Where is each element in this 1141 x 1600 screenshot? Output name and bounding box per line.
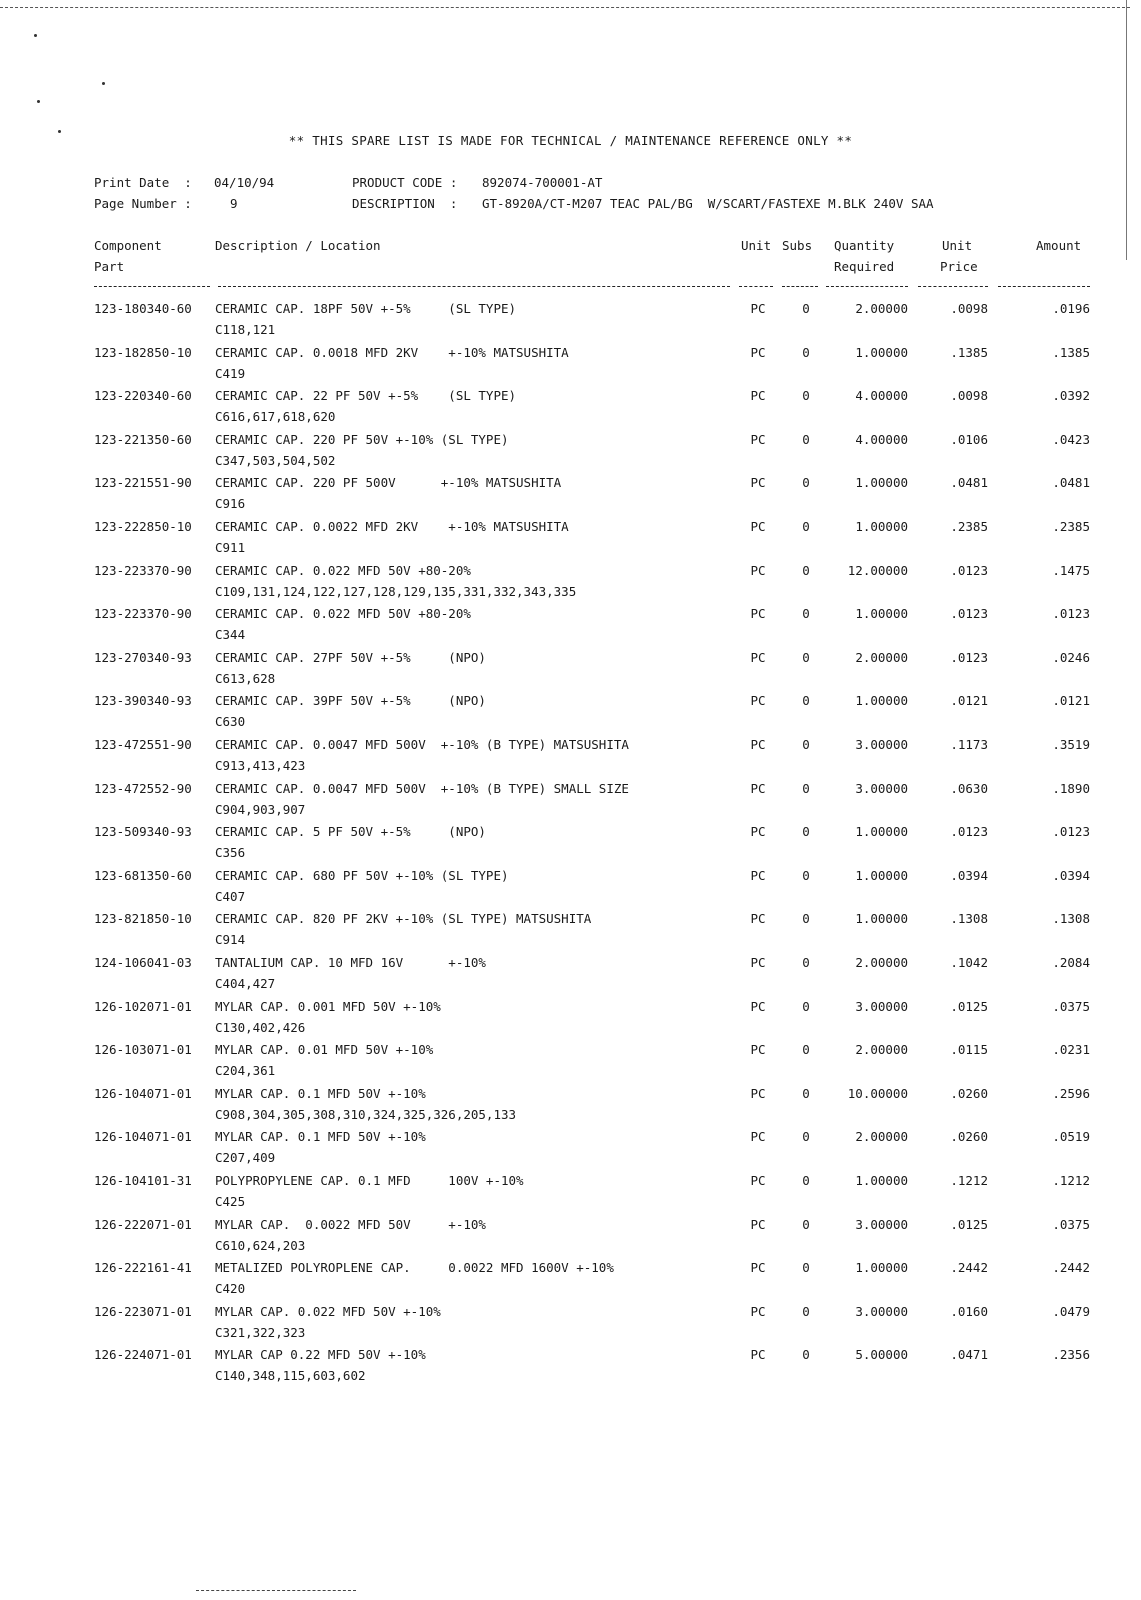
subs-cell: 0 bbox=[802, 1085, 810, 1101]
part-description: METALIZED POLYROPLENE CAP. 0.0022 MFD 1600V +-10% bbox=[215, 1260, 614, 1276]
unit-price-cell: .0394 bbox=[950, 867, 988, 883]
col-unit-price-top: Unit bbox=[942, 238, 973, 253]
part-description: MYLAR CAP. 0.001 MFD 50V +-10% bbox=[215, 998, 441, 1014]
subs-cell: 0 bbox=[802, 388, 810, 404]
part-description: CERAMIC CAP. 220 PF 50V +-10% (SL TYPE) bbox=[215, 431, 509, 447]
part-number: 123-821850-10 bbox=[94, 911, 192, 927]
unit-price-cell: .2442 bbox=[950, 1260, 988, 1276]
part-location: C344 bbox=[215, 627, 246, 643]
subs-cell: 0 bbox=[802, 824, 810, 840]
subs-cell: 0 bbox=[802, 1216, 810, 1232]
table-row bbox=[0, 1042, 1141, 1086]
amount-cell: .2084 bbox=[1052, 955, 1090, 970]
subs-cell: 0 bbox=[802, 475, 810, 491]
part-description: MYLAR CAP. 0.0022 MFD 50V +-10% bbox=[215, 1216, 486, 1232]
part-location: C130,402,426 bbox=[215, 1019, 306, 1035]
scan-border-top bbox=[0, 7, 1130, 8]
amount-cell: .0375 bbox=[1052, 998, 1090, 1014]
subs-cell: 0 bbox=[802, 344, 810, 360]
amount-cell: .2356 bbox=[1052, 1347, 1090, 1363]
part-description: CERAMIC CAP. 39PF 50V +-5% (NPO) bbox=[215, 693, 486, 709]
amount-cell: .0246 bbox=[1052, 649, 1090, 665]
part-location: C321,322,323 bbox=[215, 1324, 306, 1340]
quantity-cell: 3.00000 bbox=[855, 998, 908, 1014]
part-number: 123-180340-60 bbox=[94, 301, 192, 316]
table-row bbox=[0, 781, 1141, 825]
table-row bbox=[0, 999, 1141, 1043]
amount-cell: .2442 bbox=[1052, 1260, 1090, 1276]
unit-price-cell: .1385 bbox=[950, 344, 988, 360]
part-description: MYLAR CAP 0.22 MFD 50V +-10% bbox=[215, 1347, 426, 1363]
table-row bbox=[0, 650, 1141, 694]
scan-speck bbox=[102, 82, 105, 85]
table-row bbox=[0, 1260, 1141, 1304]
subs-cell: 0 bbox=[802, 431, 810, 447]
quantity-cell: 3.00000 bbox=[855, 1216, 908, 1232]
amount-cell: .0123 bbox=[1052, 824, 1090, 840]
amount-cell: .0479 bbox=[1052, 1303, 1090, 1319]
unit-price-cell: .0125 bbox=[950, 998, 988, 1014]
quantity-cell: 12.00000 bbox=[847, 562, 908, 578]
unit-cell: PC bbox=[750, 1216, 766, 1232]
part-location: C356 bbox=[215, 845, 246, 861]
part-description: CERAMIC CAP. 0.022 MFD 50V +80-20% bbox=[215, 606, 471, 622]
part-number: 123-221551-90 bbox=[94, 475, 192, 491]
part-location: C911 bbox=[215, 540, 246, 555]
unit-cell: PC bbox=[750, 649, 766, 665]
quantity-cell: 4.00000 bbox=[855, 431, 908, 447]
amount-cell: .0121 bbox=[1052, 693, 1090, 709]
unit-cell: PC bbox=[750, 693, 766, 709]
table-row bbox=[0, 1129, 1141, 1173]
quantity-cell: 3.00000 bbox=[855, 737, 908, 752]
amount-cell: .1475 bbox=[1052, 562, 1090, 578]
part-description: CERAMIC CAP. 220 PF 500V +-10% MATSUSHITA bbox=[215, 475, 562, 491]
quantity-cell: 2.00000 bbox=[855, 955, 908, 970]
part-number: 124-106041-03 bbox=[94, 955, 192, 970]
part-number: 126-104101-31 bbox=[94, 1173, 192, 1188]
table-row bbox=[0, 1217, 1141, 1261]
part-number: 123-220340-60 bbox=[94, 388, 192, 404]
part-number: 126-224071-01 bbox=[94, 1347, 192, 1363]
header-rule bbox=[998, 286, 1090, 287]
part-location: C908,304,305,308,310,324,325,326,205,133 bbox=[215, 1106, 517, 1122]
part-location: C610,624,203 bbox=[215, 1237, 306, 1253]
unit-cell: PC bbox=[750, 606, 766, 622]
header-rule bbox=[918, 286, 988, 287]
description-label: DESCRIPTION : bbox=[352, 196, 458, 211]
subs-cell: 0 bbox=[802, 693, 810, 709]
unit-cell: PC bbox=[750, 737, 766, 752]
table-row bbox=[0, 693, 1141, 737]
subs-cell: 0 bbox=[802, 606, 810, 622]
scan-speck bbox=[34, 34, 37, 37]
unit-cell: PC bbox=[750, 344, 766, 360]
unit-cell: PC bbox=[750, 1129, 766, 1145]
header-rule bbox=[826, 286, 908, 287]
unit-cell: PC bbox=[750, 1260, 766, 1276]
table-row bbox=[0, 868, 1141, 912]
unit-price-cell: .0098 bbox=[950, 388, 988, 404]
header-rule bbox=[94, 286, 210, 287]
unit-price-cell: .0160 bbox=[950, 1303, 988, 1319]
quantity-cell: 10.00000 bbox=[847, 1085, 908, 1101]
table-row bbox=[0, 1304, 1141, 1348]
part-description: CERAMIC CAP. 5 PF 50V +-5% (NPO) bbox=[215, 824, 486, 840]
unit-price-cell: .0123 bbox=[950, 606, 988, 622]
part-number: 126-222071-01 bbox=[94, 1216, 192, 1232]
amount-cell: .0519 bbox=[1052, 1129, 1090, 1145]
part-location: C404,427 bbox=[215, 976, 276, 991]
quantity-cell: 1.00000 bbox=[855, 606, 908, 622]
part-number: 123-223370-90 bbox=[94, 562, 192, 578]
header-rule bbox=[218, 286, 730, 287]
quantity-cell: 2.00000 bbox=[855, 1042, 908, 1058]
table-row bbox=[0, 475, 1141, 519]
unit-cell: PC bbox=[750, 301, 766, 316]
part-location: C904,903,907 bbox=[215, 801, 306, 817]
table-row bbox=[0, 1347, 1141, 1391]
unit-cell: PC bbox=[750, 824, 766, 840]
part-location: C916 bbox=[215, 496, 246, 512]
unit-price-cell: .0481 bbox=[950, 475, 988, 491]
amount-cell: .2385 bbox=[1052, 519, 1090, 534]
subs-cell: 0 bbox=[802, 1347, 810, 1363]
part-description: MYLAR CAP. 0.1 MFD 50V +-10% bbox=[215, 1129, 426, 1145]
header-rule bbox=[782, 286, 818, 287]
part-location: C630 bbox=[215, 714, 246, 730]
part-location: C140,348,115,603,602 bbox=[215, 1368, 366, 1384]
quantity-cell: 1.00000 bbox=[855, 911, 908, 927]
table-row bbox=[0, 824, 1141, 868]
reference-notice: ** THIS SPARE LIST IS MADE FOR TECHNICAL / MAINTENANCE REFERENCE ONLY ** bbox=[288, 133, 853, 148]
subs-cell: 0 bbox=[802, 955, 810, 970]
col-required: Required bbox=[834, 259, 895, 274]
part-location: C425 bbox=[215, 1194, 246, 1209]
amount-cell: .0394 bbox=[1052, 867, 1090, 883]
table-row bbox=[0, 1173, 1141, 1217]
quantity-cell: 1.00000 bbox=[855, 693, 908, 709]
subs-cell: 0 bbox=[802, 301, 810, 316]
quantity-cell: 1.00000 bbox=[855, 519, 908, 534]
part-description: CERAMIC CAP. 27PF 50V +-5% (NPO) bbox=[215, 649, 486, 665]
unit-price-cell: .0125 bbox=[950, 1216, 988, 1232]
quantity-cell: 2.00000 bbox=[855, 301, 908, 316]
table-row bbox=[0, 388, 1141, 432]
table-row bbox=[0, 345, 1141, 389]
quantity-cell: 1.00000 bbox=[855, 824, 908, 840]
table-row bbox=[0, 737, 1141, 781]
unit-cell: PC bbox=[750, 998, 766, 1014]
quantity-cell: 4.00000 bbox=[855, 388, 908, 404]
quantity-cell: 3.00000 bbox=[855, 780, 908, 796]
part-location: C347,503,504,502 bbox=[215, 452, 336, 468]
unit-cell: PC bbox=[750, 1085, 766, 1101]
unit-cell: PC bbox=[750, 431, 766, 447]
scan-border-bottom bbox=[196, 1590, 356, 1591]
col-component: Component bbox=[94, 238, 162, 253]
part-number: 123-472552-90 bbox=[94, 780, 192, 796]
part-number: 123-182850-10 bbox=[94, 344, 192, 360]
quantity-cell: 1.00000 bbox=[855, 1260, 908, 1276]
part-number: 123-221350-60 bbox=[94, 431, 192, 447]
part-location: C207,409 bbox=[215, 1150, 276, 1166]
quantity-cell: 1.00000 bbox=[855, 1173, 908, 1188]
unit-price-cell: .0121 bbox=[950, 693, 988, 709]
part-description: MYLAR CAP. 0.022 MFD 50V +-10% bbox=[215, 1303, 441, 1319]
table-row bbox=[0, 563, 1141, 607]
col-price: Price bbox=[940, 259, 978, 274]
subs-cell: 0 bbox=[802, 1303, 810, 1319]
amount-cell: .0481 bbox=[1052, 475, 1090, 491]
part-number: 126-104071-01 bbox=[94, 1085, 192, 1101]
unit-price-cell: .0098 bbox=[950, 301, 988, 316]
part-number: 126-223071-01 bbox=[94, 1303, 192, 1319]
table-row bbox=[0, 1086, 1141, 1130]
part-number: 123-681350-60 bbox=[94, 867, 192, 883]
header-rule bbox=[739, 286, 773, 287]
part-location: C407 bbox=[215, 888, 246, 904]
subs-cell: 0 bbox=[802, 519, 810, 534]
quantity-cell: 5.00000 bbox=[855, 1347, 908, 1363]
part-description: CERAMIC CAP. 0.0047 MFD 500V +-10% (B TYPE) SMALL SIZE bbox=[215, 780, 629, 796]
unit-cell: PC bbox=[750, 1303, 766, 1319]
table-row bbox=[0, 432, 1141, 476]
unit-price-cell: .0260 bbox=[950, 1085, 988, 1101]
table-row bbox=[0, 911, 1141, 955]
quantity-cell: 1.00000 bbox=[855, 867, 908, 883]
part-number: 123-509340-93 bbox=[94, 824, 192, 840]
table-row bbox=[0, 606, 1141, 650]
part-location: C109,131,124,122,127,128,129,135,331,332,343,335 bbox=[215, 583, 577, 599]
quantity-cell: 1.00000 bbox=[855, 344, 908, 360]
subs-cell: 0 bbox=[802, 1260, 810, 1276]
subs-cell: 0 bbox=[802, 780, 810, 796]
part-number: 123-472551-90 bbox=[94, 737, 192, 752]
subs-cell: 0 bbox=[802, 562, 810, 578]
part-description: CERAMIC CAP. 0.022 MFD 50V +80-20% bbox=[215, 562, 471, 578]
part-number: 123-270340-93 bbox=[94, 649, 192, 665]
unit-cell: PC bbox=[750, 562, 766, 578]
part-location: C419 bbox=[215, 365, 246, 381]
amount-cell: .3519 bbox=[1052, 737, 1090, 752]
unit-price-cell: .0123 bbox=[950, 649, 988, 665]
unit-price-cell: .1173 bbox=[950, 737, 988, 752]
table-row bbox=[0, 301, 1141, 345]
amount-cell: .1308 bbox=[1052, 911, 1090, 927]
part-location: C204,361 bbox=[215, 1063, 276, 1079]
part-number: 126-104071-01 bbox=[94, 1129, 192, 1145]
part-description: CERAMIC CAP. 0.0047 MFD 500V +-10% (B TYPE) MATSUSHITA bbox=[215, 737, 629, 752]
subs-cell: 0 bbox=[802, 1042, 810, 1058]
unit-price-cell: .2385 bbox=[950, 519, 988, 534]
scan-speck bbox=[37, 100, 40, 103]
part-description: CERAMIC CAP. 820 PF 2KV +-10% (SL TYPE) MATSUSHITA bbox=[215, 911, 592, 927]
unit-cell: PC bbox=[750, 955, 766, 970]
part-number: 123-222850-10 bbox=[94, 519, 192, 534]
col-subs: Subs bbox=[782, 238, 813, 253]
unit-price-cell: .0115 bbox=[950, 1042, 988, 1058]
page-number-label: Page Number : bbox=[94, 196, 192, 211]
col-part: Part bbox=[94, 259, 125, 274]
part-description: CERAMIC CAP. 0.0022 MFD 2KV +-10% MATSUSHITA bbox=[215, 519, 569, 534]
part-description: CERAMIC CAP. 22 PF 50V +-5% (SL TYPE) bbox=[215, 388, 517, 404]
unit-cell: PC bbox=[750, 1042, 766, 1058]
page-number-value: 9 bbox=[230, 196, 238, 211]
unit-price-cell: .0123 bbox=[950, 562, 988, 578]
part-description: POLYPROPYLENE CAP. 0.1 MFD 100V +-10% bbox=[215, 1173, 524, 1188]
col-quantity: Quantity bbox=[834, 238, 895, 253]
part-description: CERAMIC CAP. 680 PF 50V +-10% (SL TYPE) bbox=[215, 867, 509, 883]
product-code-label: PRODUCT CODE : bbox=[352, 175, 458, 190]
table-row bbox=[0, 955, 1141, 999]
unit-cell: PC bbox=[750, 1347, 766, 1363]
unit-cell: PC bbox=[750, 780, 766, 796]
subs-cell: 0 bbox=[802, 737, 810, 752]
unit-price-cell: .1212 bbox=[950, 1173, 988, 1188]
part-number: 126-103071-01 bbox=[94, 1042, 192, 1058]
subs-cell: 0 bbox=[802, 911, 810, 927]
print-date-label: Print Date : bbox=[94, 175, 192, 190]
part-location: C118,121 bbox=[215, 322, 276, 337]
part-description: TANTALIUM CAP. 10 MFD 16V +-10% bbox=[215, 955, 486, 970]
col-amount: Amount bbox=[1036, 238, 1082, 253]
unit-cell: PC bbox=[750, 388, 766, 404]
subs-cell: 0 bbox=[802, 1129, 810, 1145]
amount-cell: .0123 bbox=[1052, 606, 1090, 622]
part-location: C613,628 bbox=[215, 670, 276, 686]
unit-cell: PC bbox=[750, 475, 766, 491]
unit-price-cell: .0260 bbox=[950, 1129, 988, 1145]
amount-cell: .0375 bbox=[1052, 1216, 1090, 1232]
part-description: CERAMIC CAP. 18PF 50V +-5% (SL TYPE) bbox=[215, 301, 517, 316]
unit-cell: PC bbox=[750, 519, 766, 534]
unit-price-cell: .1042 bbox=[950, 955, 988, 970]
part-description: CERAMIC CAP. 0.0018 MFD 2KV +-10% MATSUSHITA bbox=[215, 344, 569, 360]
part-location: C913,413,423 bbox=[215, 758, 306, 773]
table-row bbox=[0, 519, 1141, 563]
col-unit: Unit bbox=[741, 238, 772, 253]
unit-price-cell: .0106 bbox=[950, 431, 988, 447]
part-description: MYLAR CAP. 0.01 MFD 50V +-10% bbox=[215, 1042, 434, 1058]
unit-price-cell: .0471 bbox=[950, 1347, 988, 1363]
amount-cell: .0392 bbox=[1052, 388, 1090, 404]
unit-cell: PC bbox=[750, 911, 766, 927]
unit-price-cell: .0630 bbox=[950, 780, 988, 796]
quantity-cell: 2.00000 bbox=[855, 649, 908, 665]
unit-cell: PC bbox=[750, 867, 766, 883]
subs-cell: 0 bbox=[802, 1173, 810, 1188]
part-number: 123-223370-90 bbox=[94, 606, 192, 622]
part-location: C420 bbox=[215, 1281, 246, 1297]
unit-cell: PC bbox=[750, 1173, 766, 1188]
part-location: C616,617,618,620 bbox=[215, 409, 336, 425]
subs-cell: 0 bbox=[802, 998, 810, 1014]
description-value: GT-8920A/CT-M207 TEAC PAL/BG W/SCART/FASTEXE M.BLK 240V SAA bbox=[482, 196, 934, 211]
quantity-cell: 3.00000 bbox=[855, 1303, 908, 1319]
subs-cell: 0 bbox=[802, 649, 810, 665]
quantity-cell: 2.00000 bbox=[855, 1129, 908, 1145]
col-description: Description / Location bbox=[215, 238, 381, 253]
amount-cell: .0423 bbox=[1052, 431, 1090, 447]
print-date-value: 04/10/94 bbox=[214, 175, 275, 190]
amount-cell: .0231 bbox=[1052, 1042, 1090, 1058]
part-description: MYLAR CAP. 0.1 MFD 50V +-10% bbox=[215, 1085, 426, 1101]
scan-border-right bbox=[1126, 0, 1127, 260]
subs-cell: 0 bbox=[802, 867, 810, 883]
part-location: C914 bbox=[215, 932, 246, 948]
amount-cell: .0196 bbox=[1052, 301, 1090, 316]
product-code-value: 892074-700001-AT bbox=[482, 175, 603, 190]
part-number: 126-102071-01 bbox=[94, 998, 192, 1014]
part-number: 123-390340-93 bbox=[94, 693, 192, 709]
unit-price-cell: .0123 bbox=[950, 824, 988, 840]
part-number: 126-222161-41 bbox=[94, 1260, 192, 1276]
unit-price-cell: .1308 bbox=[950, 911, 988, 927]
amount-cell: .1212 bbox=[1052, 1173, 1090, 1188]
amount-cell: .1890 bbox=[1052, 780, 1090, 796]
amount-cell: .2596 bbox=[1052, 1085, 1090, 1101]
amount-cell: .1385 bbox=[1052, 344, 1090, 360]
quantity-cell: 1.00000 bbox=[855, 475, 908, 491]
